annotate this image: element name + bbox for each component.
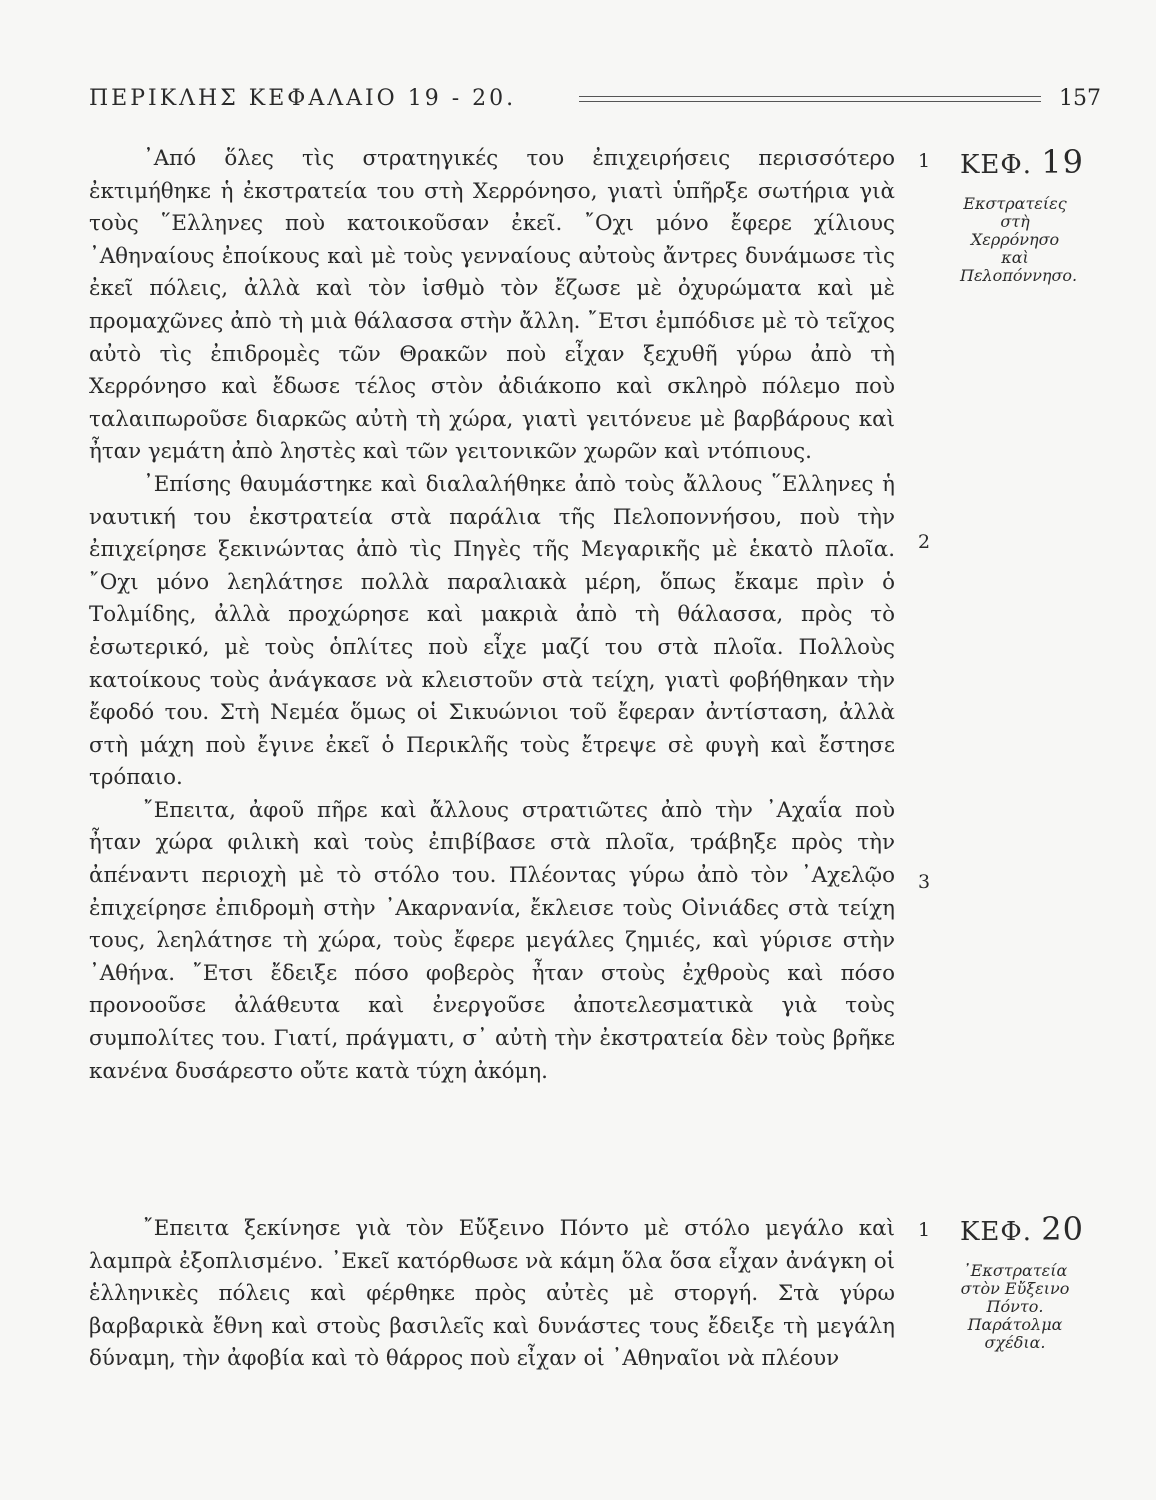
paragraph-number: 3	[918, 871, 931, 893]
paragraph: ᾿Επίσης θαυμάστηκε καὶ διαλαλήθηκε ἀπὸ τοὺς ἄλλους ῞Ελληνες ἡ ναυτική του ἐκστρατεία στὰ παράλια τῆς Πελοποννήσου, ποὺ τὴν ἐπιχείρησε ξεκινώντας ἀπὸ τὶς Πηγὲς τῆς Μεγαρικῆς μὲ ἑκατὸ πλοῖα. ῎Οχι μόνο λεηλάτησε πολλὰ παραλιακὰ μέρη, ὅπως ἔκαμε πρὶν ὁ Τολμίδης, ἀλλὰ προχώρησε καὶ μακριὰ ἀπὸ τὴ θάλασσα, πρὸς τὸ ἐσωτερικό, μὲ τοὺς ὁπλίτες ποὺ εἶχε μαζί του στὰ πλοῖα. Πολλοὺς κατοίκους τοὺς ἀνάγκασε νὰ κλειστοῦν στὰ τείχη, γιατὶ φοβήθηκαν τὴν ἔφοδό του. Στὴ Νεμέα ὅμως οἱ Σικυώνιοι τοῦ ἔφεραν ἀντίσταση, ἀλλὰ στὴ μάχη ποὺ ἔγινε ἐκεῖ ὁ Περικλῆς τοὺς ἔτρεψε σὲ φυγὴ καὶ ἔστησε τρόπαιο.	[89, 471, 895, 791]
page-header	[89, 86, 1101, 116]
paragraph-number: 1	[918, 150, 931, 172]
chapter-label: ΚΕΦ.	[960, 1217, 1032, 1247]
chapter-subtitle: ᾿Εκστρατεία στὸν Εὔξεινο Πόντο. Παράτολμα σχέδια.	[960, 1261, 1070, 1352]
paragraph: ᾿Από ὅλες τὶς στρατηγικές του ἐπιχειρήσεις περισσότερο ἐκτιμήθηκε ἡ ἐκστρατεία του στὴ Χερρόνησο, γιατὶ ὑπῆρξε σωτήρια γιὰ τοὺς ῞Ελληνες ποὺ κατοικοῦσαν ἐκεῖ. ῎Οχι μόνο ἔφερε χίλιους ᾿Αθηναίους ἐποίκους καὶ μὲ τοὺς γενναίους αὐτοὺς ἄντρες δυνάμωσε τὶς ἐκεῖ πόλεις, ἀλλὰ καὶ τὸν ἰσθμὸ τὸν ἔζωσε μὲ ὀχυρώματα καὶ μὲ προμαχῶνες ἀπὸ τὴ μιὰ θάλασσα στὴν ἄλλη. ῎Ετσι ἐμπόδισε μὲ τὸ τεῖχος αὐτὸ τὶς ἐπιδρομὲς τῶν Θρακῶν ποὺ εἶχαν ξεχυθῆ γύρω ἀπὸ τὴ Χερρόνησο καὶ ἔδωσε τέλος στὸν ἀδιάκοπο καὶ σκληρὸ πόλεμο ποὺ ταλαιπωροῦσε διαρκῶς αὐτὴ τὴ χώρα, γιατὶ γειτόνευε μὲ βαρβάρους καὶ ἦταν γεμάτη ἀπὸ ληστὲς καὶ τῶν γειτονικῶν χωρῶν καὶ ντόπιους.	[89, 146, 895, 465]
chapter-19-text	[89, 143, 895, 1088]
paragraph-number: 2	[918, 531, 931, 553]
chapter-20-text	[89, 1213, 895, 1376]
chapter-heading	[960, 143, 1110, 181]
chapter-20-margin	[960, 1210, 1110, 1352]
paragraph-number: 1	[918, 1219, 931, 1241]
chapter-heading	[960, 1210, 1110, 1248]
page-number: 157	[1059, 86, 1101, 111]
chapter-number: 19	[1041, 143, 1084, 181]
chapter-label: ΚΕΦ.	[960, 150, 1032, 180]
paragraph: ῎Επειτα, ἀφοῦ πῆρε καὶ ἄλλους στρατιῶτες ἀπὸ τὴν ᾿Αχαΐα ποὺ ἦταν χώρα φιλικὴ καὶ τοὺς ἐπιβίβασε στὰ πλοῖα, τράβηξε πρὸς τὴν ἀπέναντι περιοχὴ μὲ τὸ στόλο του. Πλέοντας γύρω ἀπὸ τὸν ᾿Αχελῷο ἐπιχείρησε ἐπιδρομὴ στὴν ᾿Ακαρνανία, ἔκλεισε τοὺς Οἰνιάδες στὰ τείχη τους, λεηλάτησε τὴ χώρα, τοὺς ἔφερε μεγάλες ζημιές, καὶ γύρισε στὴν ᾿Αθήνα. ῎Ετσι ἔδειξε πόσο φοβερὸς ἦταν στοὺς ἐχθροὺς καὶ πόσο προνοοῦσε ἀλάθευτα καὶ ἐνεργοῦσε ἀποτελεσματικὰ γιὰ τοὺς συμπολίτες του. Γιατί, πράγματι, σ᾿ αὐτὴ τὴν ἐκστρατεία δὲν τοὺς βρῆκε κανένα δυσάρεστο οὔτε κατὰ τύχη ἀκόμη.	[89, 797, 895, 1084]
chapter-number: 20	[1041, 1210, 1084, 1248]
header-rule	[579, 96, 1041, 102]
paragraph: ῎Επειτα ξεκίνησε γιὰ τὸν Εὔξεινο Πόντο μὲ στόλο μεγάλο καὶ λαμπρὰ ἐξοπλισμένο. ᾿Εκεῖ κατόρθωσε νὰ κάμη ὅλα ὅσα εἶχαν ἀνάγκη οἱ ἑλληνικὲς πόλεις καὶ φέρθηκε πρὸς αὐτὲς μὲ στοργή. Στὰ γύρω βαρβαρικὰ ἔθνη καὶ στοὺς βασιλεῖς καὶ δυνάστες τους ἔδειξε τὴ μεγάλη δύναμη, τὴν ἀφοβία καὶ τὸ θάρρος ποὺ εἶχαν οἱ ᾿Αθηναῖοι νὰ πλέουν	[89, 1216, 895, 1372]
chapter-subtitle: Εκστρατείες στὴ Χερρόνησο καὶ Πελοπόννησο.	[960, 194, 1078, 285]
running-title: ΠΕΡΙΚΛΗΣ ΚΕΦΑΛΑΙΟ 19 - 20.	[89, 86, 517, 111]
chapter-19-margin	[960, 143, 1110, 285]
